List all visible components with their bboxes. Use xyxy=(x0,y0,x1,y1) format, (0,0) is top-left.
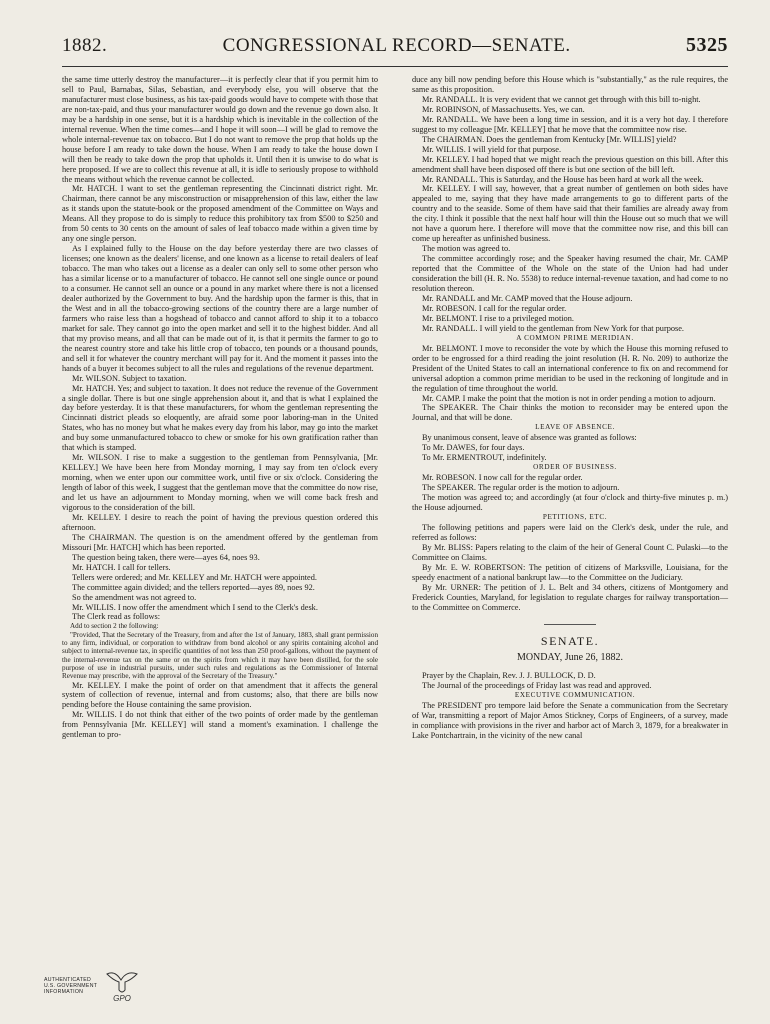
paragraph: Mr. KELLEY. I desire to reach the point of having the previous question ordered this afternoon. xyxy=(62,512,378,532)
paragraph: Mr. RANDALL. It is very evident that we cannot get through with this bill to-night. xyxy=(422,94,701,104)
paragraph: To Mr. DAWES, for four days. xyxy=(422,443,525,453)
two-column-body xyxy=(62,75,728,741)
section-heading-meridian: A COMMON PRIME MERIDIAN. xyxy=(516,333,634,342)
paragraph: duce any bill now pending before this House which is "substantially," as the rule requires, the same as this proposition. xyxy=(412,75,728,94)
paragraph: Mr. ROBESON. I now call for the regular order. xyxy=(422,473,583,483)
paragraph: By Mr. BLISS: Papers relating to the claim of the heir of General Count C. Pulaski—to the Committee on Claims. xyxy=(412,542,728,562)
paragraph: The motion was agreed to; and accordingly (at four o'clock and thirty-five minutes p. m.) the House adjourned. xyxy=(412,493,728,512)
senate-heading: SENATE. xyxy=(540,634,600,649)
paragraph: The following petitions and papers were laid on the Clerk's desk, under the rule, and referred as follows: xyxy=(412,522,728,542)
gpo-eagle-icon xyxy=(103,968,141,1004)
gpo-authentication-seal xyxy=(44,968,141,1004)
paragraph: Mr. KELLEY. I will say, however, that a great number of gentlemen on both sides have appealed to me, saying that they have made arrangements to go to different parts of the country and to the seaside. Some of them have said that their families are already away from the city. I think it possible that the next half hour will thin the House out so much that we will not have a quorum here. I therefore will move that the committee now rise, and this bill can come up hereafter as unfinished business. xyxy=(412,184,728,244)
paragraph: Mr. HATCH. I want to set the gentleman representing the Cincinnati district right. Mr. Chairman, there cannot be any misconstruction or misapprehension of this law, either the law as it stands upon the statute-book or the proposed amendment of the Committee on Ways and Means. All they propose to do is simply to reduce this prohibitory tax from $500 to $250 and from 50 cents to 30 cents on the amount of sales of leaf tobacco made within a given time by any one single person. xyxy=(62,184,378,244)
paragraph: Prayer by the Chaplain, Rev. J. J. BULLOCK, D. D. xyxy=(422,671,596,681)
paragraph: Mr. HATCH. Yes; and subject to taxation. It does not reduce the revenue of the Government a single dollar. There is but one single apprehension about it, and that is what I explained the day before yesterday. It is that these manufacturers, for whom the gentleman representing the Cincinnati district pleads so eloquently, are afraid some poor laboring-man in the United States, who has no money but what he makes every day from his labor, may go into the market and buy some unmanufactured tobacco to chew or smoke for his own gratification rather than that which is stamped. xyxy=(62,383,378,453)
paragraph: Mr. BELMONT. I rise to a privileged motion. xyxy=(422,313,574,323)
header-year: 1882. xyxy=(62,35,108,56)
section-divider xyxy=(544,624,596,625)
paragraph: Mr. RANDALL. We have been a long time in session, and it is a very hot day. I therefore suggest to my colleague [Mr. KELLEY] that he move that the committee now rise. xyxy=(412,114,728,134)
paragraph: The SPEAKER. The Chair thinks the motion to reconsider may be entered upon the Journal, and that will be done. xyxy=(412,403,728,423)
paragraph: By unanimous consent, leave of absence was granted as follows: xyxy=(422,433,637,443)
paragraph: The Journal of the proceedings of Friday last was read and approved. xyxy=(422,681,652,691)
header-title: CONGRESSIONAL RECORD—SENATE. xyxy=(222,35,571,56)
header-rule xyxy=(62,66,728,67)
paragraph: By Mr. E. W. ROBERTSON: The petition of citizens of Marksville, Louisiana, for the speedy enactment of a national bankrupt law—to the Committee on the Judiciary. xyxy=(412,562,728,582)
paragraph: Mr. WILLIS. I now offer the amendment which I send to the Clerk's desk. xyxy=(72,602,318,612)
paragraph: Mr. CAMP. I make the point that the motion is not in order pending a motion to adjourn. xyxy=(422,393,716,403)
gpo-text-line: U.S. GOVERNMENT xyxy=(44,983,98,989)
paragraph: Mr. WILSON. I rise to make a suggestion to the gentleman from Pennsylvania, [Mr. KELLEY.] We have been here from Monday morning, I may say from ten o'clock every morning, when we enter upon our committee work, until five or six o'clock. Considering the length of labor of this week, I suggest that the gentleman move that the committee do now rise, and let us have an adjournment to Monday morning, when we will come back fresh and vigorous to the consideration of the bill. xyxy=(62,453,378,512)
paragraph: The committee accordingly rose; and the Speaker having resumed the chair, Mr. CAMP reported that the Committee of the Whole on the state of the Union had had under consideration the bill (H. R. No. 5538) to reduce internal-revenue taxation, and had come to no resolution thereon. xyxy=(412,254,728,294)
header-page-number: 5325 xyxy=(686,34,728,56)
paragraph: Mr. ROBESON. I call for the regular order. xyxy=(422,303,567,313)
paragraph: The PRESIDENT pro tempore laid before the Senate a communication from the Secretary of War, transmitting a report of Major Amos Stickney, Corps of Engineers, of a survey, made in compliance with provisions in the river and harbor act of March 3, 1879, for a breakwater in Lake Pontchartrain, in the vicinity of the new canal xyxy=(412,701,728,741)
amendment-line: Add to section 2 the following: xyxy=(70,622,159,631)
paragraph: The CHAIRMAN. The question is on the amendment offered by the gentleman from Missouri [Mr. HATCH] which has been reported. xyxy=(62,532,378,552)
gpo-text-line: AUTHENTICATED xyxy=(44,977,92,983)
left-column xyxy=(62,75,378,741)
paragraph: Mr. RANDALL. This is Saturday, and the House has been hard at work all the week. xyxy=(422,174,704,184)
paragraph: By Mr. URNER: The petition of J. L. Belt and 34 others, citizens of Montgomery and Frederick Counties, Maryland, for legislation to regulate charges for railway transportation—to the Committee on Commerce. xyxy=(412,582,728,612)
section-heading-petitions: PETITIONS, ETC. xyxy=(542,512,608,521)
paragraph: The committee again divided; and the tellers reported—ayes 89, noes 92. xyxy=(72,582,315,592)
paragraph: To Mr. ERMENTROUT, indefinitely. xyxy=(422,453,547,463)
paragraph: Mr. KELLEY. I had hoped that we might reach the previous question on this bill. After this amendment shall have been disposed off there is but one section of the bill left. xyxy=(412,154,728,174)
paragraph: So the amendment was not agreed to. xyxy=(72,592,197,602)
paragraph: Mr. WILSON. Subject to taxation. xyxy=(72,373,187,383)
paragraph: The question being taken, there were—ayes 64, noes 93. xyxy=(72,552,260,562)
paragraph: Mr. HATCH. I call for tellers. xyxy=(72,562,171,572)
paragraph: The motion was agreed to. xyxy=(422,244,511,254)
paragraph: Tellers were ordered; and Mr. KELLEY and Mr. HATCH were appointed. xyxy=(72,572,317,582)
paragraph: Mr. BELMONT. I move to reconsider the vote by which the House this morning refused to order to be engrossed for a third reading the joint resolution (H. R. No. 209) to authorize the President of the United States to call an international conference to fix on and recommend for universal adoption a common prime meridian to be used in the reckoning of longitude and in the regulation of time throughout the world. xyxy=(412,343,728,393)
page-header xyxy=(62,34,728,62)
paragraph: Mr. RANDALL and Mr. CAMP moved that the House adjourn. xyxy=(422,293,633,303)
section-heading-absence: LEAVE OF ABSENCE. xyxy=(535,423,615,432)
paragraph: Mr. WILLIS. I do not think that either of the two points of order made by the gentleman from Pennsylvania [Mr. KELLEY] will stand a moment's examination. I challenge the gentleman to pro- xyxy=(62,710,378,740)
section-heading-executive: EXECUTIVE COMMUNICATION. xyxy=(514,691,636,700)
paragraph: Mr. WILLIS. I will yield for that purpose. xyxy=(422,144,562,154)
paragraph: Mr. KELLEY. I make the point of order on that amendment that it affects the general system of collection of revenue, internal and from customs; also, that there are bills now pending before the House containing the same provision. xyxy=(62,680,378,710)
amendment-proviso: "Provided, That the Secretary of the Treasury, from and after the 1st of January, 1883, shall grant permission to any firm, individual, or corporation to withdraw from bond alcohol or any spirits containing alcohol and subject to internal-revenue tax, in specific quantities of not less than 250 proof-gallons, without the payment of the internal-revenue tax on the same or on the spirits from which it may have been distilled, for the sole purpose of use in industrial pursuits, under such rules and regulations as the Commissioner of Internal Revenue may prescribe, with the approval of the Secretary of the Treasury." xyxy=(62,630,378,681)
amendment-text xyxy=(62,622,378,680)
senate-date: MONDAY, June 26, 1882. xyxy=(516,652,624,664)
right-column xyxy=(412,75,728,741)
gpo-mark: GPO xyxy=(113,994,132,1003)
paragraph: Mr. ROBINSON, of Massachusetts. Yes, we can. xyxy=(422,104,585,114)
paragraph: the same time utterly destroy the manufacturer—it is perfectly clear that if you permit him to sell to Paul, Barnabas, Silas, Sebastian, and everybody else, you will observe that the manufacturer must close business, as his tax-paid goods would have to compete with those that are non-tax-paid, and thus your manufacturer would go down and the revenue go down also. It may be a hardship in one sense, but it is a hardship which is inevitable in the collection of the internal revenue. When the time comes—and I hope it will soon—I will be glad to remove the whole internal-revenue tax on tobacco. But I do not want to remove the prop that holds up the house before I am ready to take down the house. When I am ready to take the house down I will then be ready to take down the prop that upholds it. Until then it is unwise to do what is here proposed. If we are to collect this revenue at all, it is idle to seriously propose to withhold the means without which the revenue cannot be collected. xyxy=(62,75,378,184)
section-heading-order: ORDER OF BUSINESS. xyxy=(533,463,617,472)
paragraph: As I explained fully to the House on the day before yesterday there are two classes of licenses; one known as the dealers' license, and one known as a license to retail dealers of leaf tobacco. The man who takes out a license as a dealer can only sell to some other person who has a similar license or to a manufacturer of tobacco. He cannot sell one single ounce or pound to a consumer. He cannot sell an ounce or a pound in any market where there is not a licensed dealer authorized by the Government to buy. And the hardship upon the farmer is this, that in the West and in all the tobacco-growing sections of the country there are a large number of farmers who raise less than a hogshead of tobacco and cannot afford to ship it to a tobacco market for sale. They cannot go into the open market and sell it to the highest bidder. And all that my proviso means, and all that can be made out of it, is that it permits the farmer to go to the nearest country store and take his little crop of tobacco, ten pounds or a thousand pounds, and sell it for whatever the country merchant will pay for it. And the moment it passes into the hands of a buyer it becomes subject to all the rules and regulations of the revenue department. xyxy=(62,244,378,373)
gpo-text-line: INFORMATION xyxy=(44,989,84,995)
paragraph: The SPEAKER. The regular order is the motion to adjourn. xyxy=(422,483,620,493)
paragraph: The CHAIRMAN. Does the gentleman from Kentucky [Mr. WILLIS] yield? xyxy=(422,134,677,144)
gpo-seal-text xyxy=(44,977,97,995)
paragraph: The Clerk read as follows: xyxy=(72,612,161,622)
paragraph: Mr. RANDALL. I will yield to the gentleman from New York for that purpose. xyxy=(422,323,685,333)
